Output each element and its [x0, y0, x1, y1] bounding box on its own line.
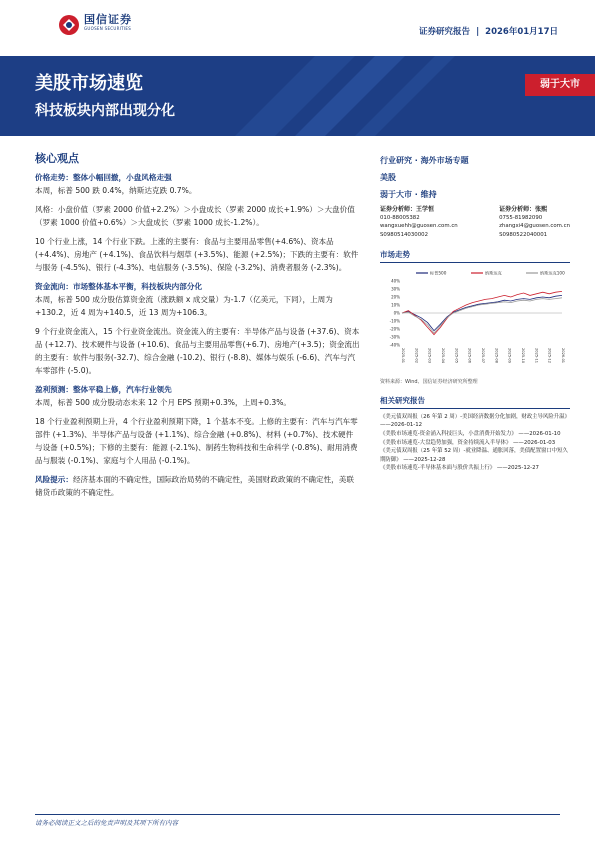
x-tick-label: 2025-01 — [401, 347, 405, 363]
x-tick-label: 2025-09 — [507, 347, 512, 363]
related-reports-heading: 相关研究报告 — [380, 395, 570, 409]
related-report-title: 《美股市场速览-资金涌入科技巨头，小盘消费开始发力》 — [380, 431, 517, 437]
related-report-title: 《美股市场速览-半导体基本面与股价共振上行》 — [380, 465, 496, 472]
x-tick-label: 2025-05 — [454, 347, 459, 363]
core-views — [35, 152, 360, 505]
y-tick-label: -30% — [389, 334, 400, 340]
related-report-item[interactable] — [380, 430, 570, 439]
legend-label: 标普500 — [430, 270, 447, 276]
y-tick-label: -40% — [389, 342, 400, 348]
footer-disclaimer: 请务必阅读正文之后的免责声明及其项下所有内容 — [35, 819, 178, 827]
risk-label: 风险提示： — [35, 475, 73, 484]
core-heading: 核心观点 — [35, 152, 79, 165]
x-tick-label: 2025-02 — [414, 347, 419, 363]
earn-para-2: 18 个行业盈利预期上升，4 个行业盈利预期下降，1 个基本不变。上修的主要有：汽车与汽车零部件 (+1.3%)、半导体产品与设备 (+1.1%)、综合金融 (+0.8%)、材料 (+0.7%)、技术硬件与设备 (+0.5%)；下修的主要有：能源 (-2.1%)、制药生物科技和生命科学 (-0.8%)、耐用消费品与服装 (-0.1%)、家庭与个人用品 (-0.1%)。 — [35, 417, 358, 465]
price-para-2: 风格：小盘价值（罗素 2000 价值+2.2%）＞小盘成长（罗素 2000 成长+1.9%）＞大盘价值（罗素 1000 价值+0.6%）＞大盘成长（罗素 1000 成长-1.2%）。 — [35, 205, 355, 227]
footer-divider — [35, 814, 560, 815]
analyst-2-cert: S0980522040001 — [499, 231, 548, 238]
x-tick-label: 2025-11 — [534, 347, 539, 363]
title-banner — [0, 56, 595, 136]
related-report-item[interactable] — [380, 447, 570, 464]
y-tick-label: 30% — [391, 286, 400, 292]
legend-label: 纳斯达克100 — [540, 270, 565, 276]
related-report-item[interactable] — [380, 464, 570, 473]
side-panel — [380, 155, 570, 473]
price-para-1: 本周，标普 500 跌 0.4%，纳斯达克跌 0.7%。 — [35, 186, 197, 195]
logo-en-text: GUOSEN SECURITIES — [84, 26, 132, 31]
page-title: 美股市场速览 — [35, 73, 143, 94]
banner-decoration — [235, 56, 475, 136]
report-category: 行业研究 · 海外市场专题 — [380, 156, 469, 165]
x-tick-label: 2025-03 — [427, 347, 432, 363]
y-tick-label: -20% — [389, 326, 400, 332]
risk-para — [35, 473, 360, 499]
x-tick-label: 2026-01 — [561, 347, 565, 363]
related-report-date: ——2025-12-28 — [401, 456, 446, 463]
rating-badge: 弱于大市 — [525, 74, 595, 96]
related-report-title: 《美元债双周报（26 年第 2 周）-美国经济数据分化加剧，财政主导风险升温》 — [380, 413, 570, 420]
y-tick-label: -10% — [389, 318, 400, 324]
market-name: 美股 — [380, 173, 396, 182]
earn-para-1: 本周，标普 500 成分股动态未来 12 个月 EPS 预期+0.3%，上周+0.3%。 — [35, 398, 292, 407]
x-tick-label: 2025-08 — [494, 347, 499, 363]
related-report-title: 《美元债双周报（25 年第 52 周）-就业降温、通胀回落，美债配置窗口中短久期防御》 — [380, 448, 568, 463]
y-tick-label: 40% — [391, 278, 400, 284]
trend-chart-svg — [380, 267, 566, 375]
analyst-1-title: 证券分析师：王学恒 — [380, 206, 435, 213]
x-tick-label: 2025-12 — [547, 347, 552, 363]
earnings-label: 盈利预测：整体平稳上修，汽车行业领先 — [35, 385, 172, 394]
series-line — [402, 298, 562, 333]
x-tick-label: 2025-06 — [467, 347, 472, 363]
analyst-2 — [499, 206, 570, 239]
analyst-block — [380, 206, 570, 239]
market-trend-chart — [380, 267, 566, 375]
analyst-2-title: 证券分析师：张熙 — [499, 206, 548, 213]
related-report-date: ——2025-12-27 — [495, 465, 539, 472]
report-date: 2026年01月17日 — [485, 27, 558, 37]
y-tick-label: 20% — [391, 294, 400, 300]
price-trend-label: 价格走势：整体小幅回撤，小盘风格走强 — [35, 173, 172, 182]
report-type: 证券研究报告 — [419, 27, 471, 37]
page-subtitle: 科技板块内部出现分化 — [35, 103, 175, 119]
related-report-date: ——2026-01-03 — [511, 439, 556, 446]
guosen-logo — [58, 14, 132, 36]
flow-para-2: 9 个行业资金流入，15 个行业资金流出。资金流入的主要有：半导体产品与设备 (+37.6)、资本品 (+12.7)、技术硬件与设备 (+10.6)、食品与主要用品零售(+6.7)、房地产(+3.5)；资金流出的主要有：软件与服务(-32.7)、综合金融 (-10.2)、银行 (-8.8)、媒体与娱乐 (-6.6)、汽车与汽车零部件 (-5.0)。 — [35, 327, 360, 375]
flow-para-1: 本周，标普 500 成分股估算资金流（涨跌额 x 成交量）为-1.7（亿美元，下同），上周为+130.2，近 4 周为+140.5，近 13 周为+106.3。 — [35, 295, 333, 317]
y-tick-label: 0% — [393, 310, 400, 316]
related-reports-list — [380, 413, 570, 473]
related-report-date: ——2026-01-10 — [516, 431, 561, 437]
related-report-item[interactable] — [380, 413, 570, 430]
analyst-2-phone: 0755-81982090 — [499, 215, 543, 222]
analyst-1-phone: 010-88005382 — [380, 215, 420, 222]
analyst-1 — [380, 206, 458, 239]
market-trend-heading: 市场走势 — [380, 249, 570, 263]
analyst-2-email[interactable]: zhangxi4@guosen.com.cn — [499, 223, 570, 230]
analyst-1-email[interactable]: wangxuehh@guosen.com.cn — [380, 223, 458, 230]
header-divider: | — [476, 27, 480, 37]
header-meta — [419, 25, 558, 37]
logo-mark-icon — [58, 14, 80, 36]
logo-cn-text: 国信证券 — [84, 13, 132, 26]
related-report-date: ——2026-01-12 — [380, 422, 423, 429]
legend-label: 纳斯达克 — [485, 270, 502, 276]
analyst-1-cert: S0980514030002 — [380, 231, 429, 238]
chart-source: 资料来源：Wind、国信证券经济研究所整理 — [380, 378, 478, 385]
related-report-item[interactable] — [380, 439, 570, 448]
rating-line: 弱于大市 · 维持 — [380, 190, 437, 199]
y-tick-label: 10% — [391, 302, 400, 308]
x-tick-label: 2025-07 — [481, 347, 485, 363]
price-para-3: 10 个行业上涨，14 个行业下跌。上涨的主要有：食品与主要用品零售(+4.6%)、资本品 (+4.4%)、房地产 (+4.1%)、食品饮料与烟草 (+3.5%)、能源 (+2.5%)；下跌的主要有：软件与服务 (-4.5%)、银行 (-4.3%)、电信服务 (-3.5%)、保险 (-3.2%)、消费者服务 (-2.3%)。 — [35, 237, 359, 272]
x-tick-label: 2025-04 — [441, 347, 445, 363]
x-tick-label: 2025-10 — [521, 347, 525, 363]
related-report-title: 《美股市场速览-大盘趋势加强，资金持续流入半导体》 — [380, 439, 512, 446]
risk-text: 经济基本面的不确定性，国际政治局势的不确定性，美国财政政策的不确定性，美联储货币政策的不确定性。 — [35, 475, 354, 497]
fund-flow-label: 资金流向：市场整体基本平衡，科技板块内部分化 — [35, 282, 203, 291]
